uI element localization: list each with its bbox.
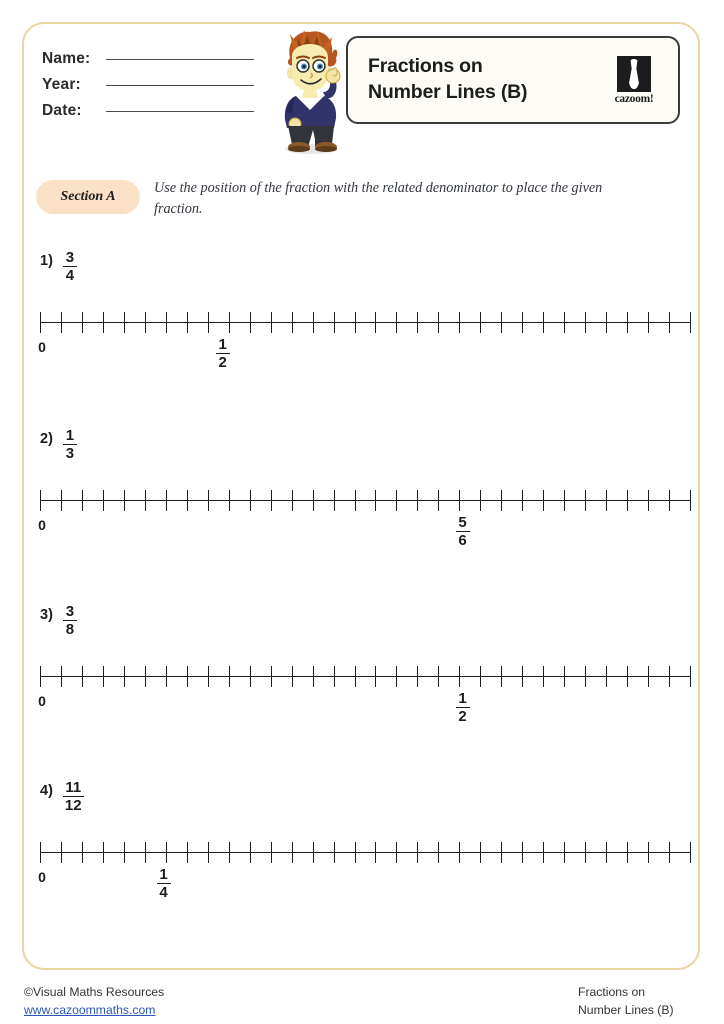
numberline-tick [103, 842, 104, 863]
numberline-tick [313, 490, 314, 511]
numberline-zero-label: 0 [38, 517, 46, 533]
numberline-axis [40, 500, 690, 501]
numberline-tick [417, 312, 418, 333]
numberline-tick [606, 666, 607, 687]
numberline-tick [501, 666, 502, 687]
worksheet-header [24, 24, 702, 164]
numberline-tick [250, 666, 251, 687]
numberline-tick [313, 312, 314, 333]
numberline-tick [40, 666, 41, 687]
numberline-tick [145, 312, 146, 333]
worksheet-footer [24, 984, 700, 1024]
section-instruction: Use the position of the fraction with the related denominator to place the given fraction. [154, 180, 603, 217]
numberline-tick [480, 842, 481, 863]
marked-denominator: 2 [218, 354, 227, 371]
question-3-fraction [63, 604, 77, 637]
numberline-tick [40, 842, 41, 863]
question-3-number: 3) [40, 607, 53, 623]
numberline-tick [522, 842, 523, 863]
numberline-tick [459, 312, 460, 333]
numberline-tick [355, 666, 356, 687]
numberline-tick [669, 312, 670, 333]
numberline-tick [543, 842, 544, 863]
numberline-tick [585, 666, 586, 687]
numberline-tick [61, 666, 62, 687]
name-field-label: Name: [42, 50, 91, 67]
numberline-tick [396, 312, 397, 333]
numberline-marked-fraction [456, 514, 470, 548]
numberline-tick [522, 490, 523, 511]
numberline-tick [313, 842, 314, 863]
numberline-tick [375, 312, 376, 333]
question-4-header [40, 780, 84, 813]
numberline-tick [648, 666, 649, 687]
numberline-marked-fraction [216, 336, 230, 370]
footer-doc-title-line2: Number Lines (B) [578, 1002, 674, 1017]
numberline-tick [627, 312, 628, 333]
numberline-tick [250, 312, 251, 333]
marked-denominator: 6 [458, 532, 467, 549]
numberline-tick [606, 490, 607, 511]
numberline-tick [250, 490, 251, 511]
numberline-axis [40, 852, 690, 853]
numberline-tick [648, 842, 649, 863]
numberline-tick [522, 666, 523, 687]
numberline-tick [124, 842, 125, 863]
numberline-tick [103, 490, 104, 511]
numberline-tick [166, 666, 167, 687]
numberline-tick [124, 666, 125, 687]
numberline-tick [564, 666, 565, 687]
date-field-input[interactable] [106, 111, 254, 112]
numberline-marked-fraction [456, 690, 470, 724]
numberline-tick [82, 666, 83, 687]
marked-denominator: 2 [458, 708, 467, 725]
numberline-tick [229, 842, 230, 863]
question-2 [24, 428, 702, 588]
question-3 [24, 604, 702, 764]
numberline-tick [480, 312, 481, 333]
marked-numerator: 1 [218, 336, 227, 353]
numberline-tick [250, 842, 251, 863]
question-1-denominator: 4 [65, 267, 75, 284]
question-1-numerator: 3 [65, 249, 75, 266]
numberline-tick [543, 312, 544, 333]
numberline-tick [82, 842, 83, 863]
numberline-tick [313, 666, 314, 687]
numberline-tick [40, 490, 41, 511]
numberline-tick [292, 666, 293, 687]
numberline-tick [103, 666, 104, 687]
numberline-tick [669, 666, 670, 687]
numberline-tick [61, 490, 62, 511]
numberline-tick [61, 842, 62, 863]
numberline-tick [606, 842, 607, 863]
numberline-axis [40, 322, 690, 323]
question-2-denominator: 3 [65, 445, 75, 462]
numberline-tick [229, 312, 230, 333]
numberline-tick [103, 312, 104, 333]
footer-doc-title [578, 984, 698, 1019]
footer-website-link[interactable]: www.cazoommaths.com [24, 1002, 156, 1017]
question-3-denominator: 8 [65, 621, 75, 638]
numberline-tick [61, 312, 62, 333]
numberline-tick [585, 842, 586, 863]
question-1-numberline[interactable] [40, 308, 690, 378]
numberline-tick [82, 490, 83, 511]
numberline-tick [145, 842, 146, 863]
numberline-tick [292, 490, 293, 511]
page-title-line1: Fractions on [368, 55, 483, 77]
numberline-tick [229, 666, 230, 687]
numberline-tick [417, 666, 418, 687]
numberline-tick [396, 842, 397, 863]
question-2-number: 2) [40, 431, 53, 447]
question-3-numberline[interactable] [40, 662, 690, 732]
numberline-tick [585, 490, 586, 511]
question-3-header [40, 604, 77, 637]
numberline-tick [166, 842, 167, 863]
numberline-tick [543, 490, 544, 511]
numberline-tick [145, 666, 146, 687]
numberline-tick [355, 312, 356, 333]
numberline-tick [501, 312, 502, 333]
question-2-numerator: 1 [65, 427, 75, 444]
question-1-number: 1) [40, 253, 53, 269]
numberline-tick [669, 842, 670, 863]
numberline-tick [271, 842, 272, 863]
numberline-tick [355, 842, 356, 863]
numberline-tick [334, 490, 335, 511]
numberline-tick [690, 490, 691, 511]
numberline-zero-label: 0 [38, 693, 46, 709]
numberline-tick [396, 666, 397, 687]
numberline-tick [396, 490, 397, 511]
numberline-zero-label: 0 [38, 339, 46, 355]
year-field-label: Year: [42, 76, 81, 93]
numberline-tick [564, 490, 565, 511]
numberline-tick [564, 842, 565, 863]
numberline-tick [271, 666, 272, 687]
numberline-tick [187, 312, 188, 333]
worksheet-title-box [346, 36, 680, 124]
numberline-tick [627, 842, 628, 863]
numberline-tick [187, 842, 188, 863]
numberline-tick [669, 490, 670, 511]
numberline-tick [208, 312, 209, 333]
question-1-fraction [63, 250, 77, 283]
numberline-tick [648, 312, 649, 333]
numberline-tick [627, 490, 628, 511]
numberline-tick [166, 490, 167, 511]
numberline-tick [459, 490, 460, 511]
numberline-tick [648, 490, 649, 511]
cazoom-logo [606, 56, 662, 110]
question-2-numberline[interactable] [40, 486, 690, 556]
numberline-tick [480, 666, 481, 687]
question-3-numerator: 3 [65, 603, 75, 620]
numberline-tick [480, 490, 481, 511]
question-1 [24, 250, 702, 410]
numberline-tick [501, 490, 502, 511]
numberline-tick [166, 312, 167, 333]
numberline-tick [82, 312, 83, 333]
numberline-tick [690, 842, 691, 863]
question-4-denominator: 12 [64, 797, 82, 814]
numberline-tick [627, 666, 628, 687]
question-4-fraction [63, 780, 84, 813]
numberline-tick [334, 842, 335, 863]
question-2-fraction [63, 428, 77, 461]
page-title [368, 54, 598, 105]
numberline-marked-fraction [157, 866, 171, 900]
footer-credits [24, 984, 164, 1019]
numberline-tick [459, 666, 460, 687]
question-2-header [40, 428, 77, 461]
numberline-tick [543, 666, 544, 687]
year-field-input[interactable] [106, 85, 254, 86]
numberline-tick [522, 312, 523, 333]
name-field-input[interactable] [106, 59, 254, 60]
question-4-numerator: 11 [65, 779, 82, 796]
worksheet-page [22, 22, 700, 970]
question-4-number: 4) [40, 783, 53, 799]
date-field-row [42, 102, 254, 120]
numberline-tick [438, 312, 439, 333]
numberline-tick [292, 842, 293, 863]
numberline-tick [438, 842, 439, 863]
date-field-label: Date: [42, 102, 82, 119]
numberline-tick [375, 490, 376, 511]
cazoom-logo-wordmark: cazoom! [614, 93, 654, 105]
numberline-tick [208, 666, 209, 687]
numberline-tick [459, 842, 460, 863]
numberline-axis [40, 676, 690, 677]
numberline-tick [501, 842, 502, 863]
footer-doc-title-line1: Fractions on [578, 985, 646, 999]
page-title-line2: Number Lines (B) [368, 80, 528, 103]
numberline-tick [187, 666, 188, 687]
numberline-tick [334, 312, 335, 333]
question-4-numberline[interactable] [40, 838, 690, 908]
marked-denominator: 4 [159, 884, 168, 901]
numberline-zero-label: 0 [38, 869, 46, 885]
year-field-row [42, 76, 254, 94]
cazoom-logo-mark-icon [617, 56, 651, 92]
numberline-tick [606, 312, 607, 333]
numberline-tick [271, 312, 272, 333]
numberline-tick [690, 312, 691, 333]
numberline-tick [417, 490, 418, 511]
name-field-row [42, 50, 254, 68]
numberline-tick [187, 490, 188, 511]
numberline-tick [208, 842, 209, 863]
marked-numerator: 1 [458, 690, 467, 707]
numberline-tick [124, 312, 125, 333]
section-bar [24, 176, 702, 224]
numberline-tick [375, 842, 376, 863]
numberline-tick [438, 490, 439, 511]
marked-numerator: 1 [159, 866, 168, 883]
mascot-illustration-icon [266, 28, 352, 156]
numberline-tick [564, 312, 565, 333]
question-4 [24, 780, 702, 940]
numberline-tick [292, 312, 293, 333]
footer-copyright: ©Visual Maths Resources [24, 985, 165, 999]
section-badge: Section A [36, 180, 140, 214]
numberline-tick [334, 666, 335, 687]
numberline-tick [438, 666, 439, 687]
numberline-tick [208, 490, 209, 511]
numberline-tick [229, 490, 230, 511]
numberline-tick [271, 490, 272, 511]
numberline-tick [145, 490, 146, 511]
question-1-header [40, 250, 77, 283]
numberline-tick [355, 490, 356, 511]
numberline-tick [124, 490, 125, 511]
marked-numerator: 5 [458, 514, 467, 531]
numberline-tick [417, 842, 418, 863]
numberline-tick [585, 312, 586, 333]
numberline-tick [40, 312, 41, 333]
numberline-tick [690, 666, 691, 687]
numberline-tick [375, 666, 376, 687]
